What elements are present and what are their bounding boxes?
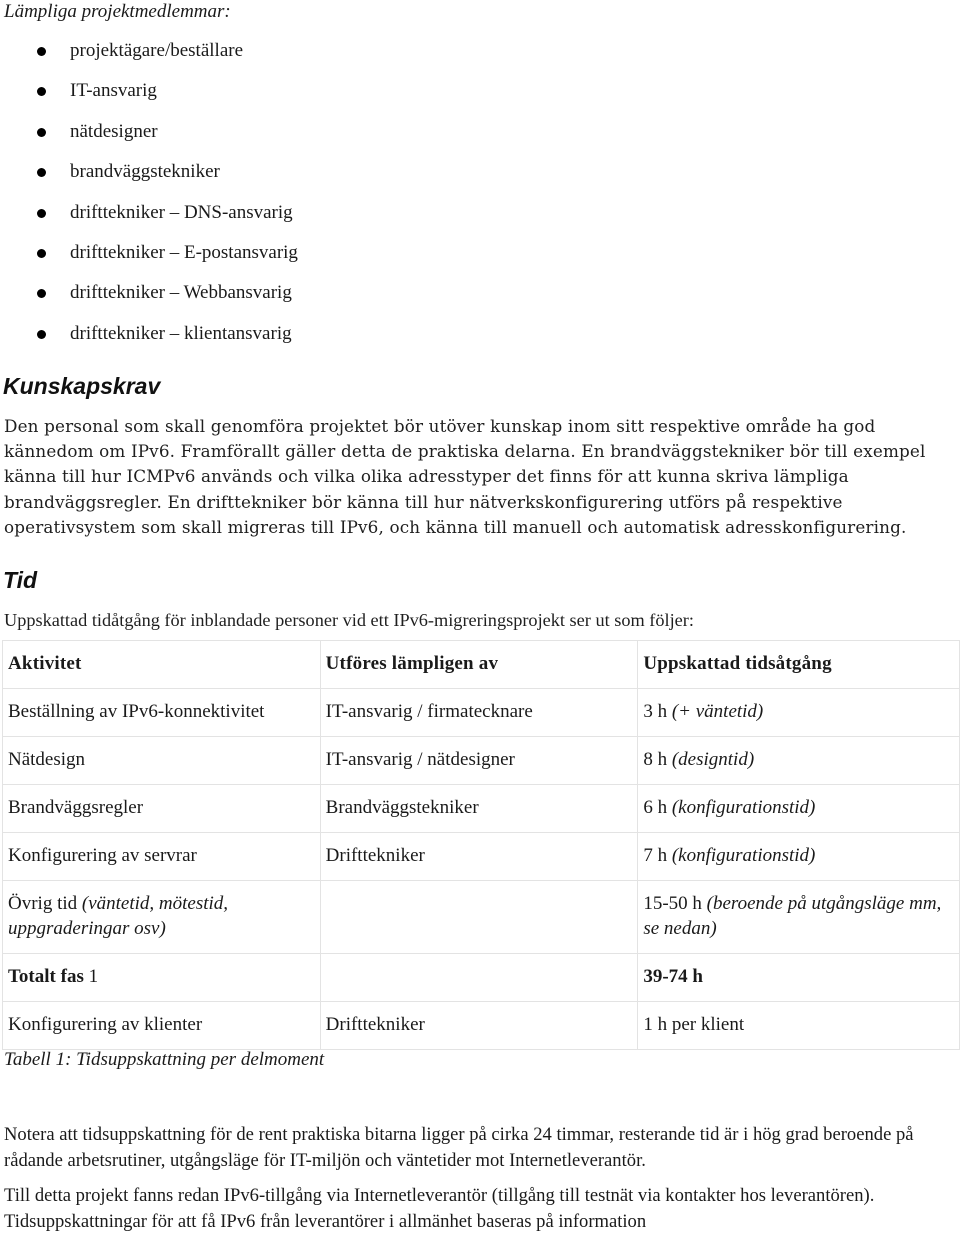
paragraph-line: brandväggsregler. En drifttekniker bör känna till hur nätverkskonfigurering utförs på respektive <box>4 491 843 512</box>
list-item <box>0 78 298 118</box>
member-label: brandväggstekniker <box>70 161 220 183</box>
time-cell <box>638 1002 960 1050</box>
paragraph-line: känna till hur ICMPv6 används och vilka olika adresstyper det finns för att kunna skriva lämpliga <box>4 466 849 487</box>
time-cell <box>638 881 960 954</box>
member-label: drifttekniker – Webbansvarig <box>70 282 292 304</box>
list-item <box>0 38 298 78</box>
list-item <box>0 321 298 361</box>
activity-text: Konfigurering av servrar <box>8 845 197 866</box>
activity-cell <box>3 689 321 737</box>
table-row <box>3 954 960 1002</box>
time-estimate-table <box>2 640 960 1050</box>
bullet-icon <box>37 47 46 56</box>
bullet-icon <box>37 128 46 137</box>
member-label: nätdesigner <box>70 120 158 142</box>
time-cell <box>638 833 960 881</box>
table-header-row <box>3 641 960 689</box>
kunskapskrav-paragraph <box>4 414 956 540</box>
activity-note: 1 <box>88 966 99 987</box>
by-cell: Drifttekniker <box>320 1002 638 1050</box>
time-value: 15-50 h <box>643 893 702 914</box>
activity-text: Nätdesign <box>8 749 86 770</box>
table-row <box>3 833 960 881</box>
table-row <box>3 689 960 737</box>
time-value: 8 h <box>643 749 668 770</box>
member-label: IT-ansvarig <box>70 80 157 102</box>
time-value: 3 h <box>643 701 668 722</box>
table-row <box>3 881 960 954</box>
time-value: 1 h per klient <box>643 1014 745 1035</box>
by-cell: Brandväggstekniker <box>320 785 638 833</box>
kunskapskrav-heading: Kunskapskrav <box>3 373 161 399</box>
members-intro-label: Lämpliga projektmedlemmar: <box>4 1 231 22</box>
time-note: (konfigurationstid) <box>671 797 816 818</box>
member-label: drifttekniker – DNS-ansvarig <box>70 201 293 223</box>
table-row <box>3 1002 960 1050</box>
table-row <box>3 785 960 833</box>
tid-intro-paragraph: Uppskattad tidåtgång för inblandade personer vid ett IPv6-migreringsprojekt ser ut som följer: <box>4 610 694 630</box>
column-header: Aktivitet <box>3 641 321 689</box>
time-note: (designtid) <box>671 749 755 770</box>
activity-note: (väntetid, mötestid, uppgraderingar osv) <box>8 893 229 939</box>
paragraph-line: kännedom om IPv6. Framförallt gäller detta de praktiska delarna. En brandväggstekniker bör till exempel <box>4 441 926 462</box>
by-cell: IT-ansvarig / nätdesigner <box>320 737 638 785</box>
by-cell <box>320 881 638 954</box>
time-note: (+ väntetid) <box>671 701 764 722</box>
time-cell <box>638 737 960 785</box>
column-header: Uppskattad tidsåtgång <box>638 641 960 689</box>
bullet-icon <box>37 249 46 258</box>
by-cell: IT-ansvarig / firmatecknare <box>320 689 638 737</box>
time-note: (konfigurationstid) <box>671 845 816 866</box>
by-cell <box>320 954 638 1002</box>
activity-text: Brandväggsregler <box>8 797 144 818</box>
list-item <box>0 119 298 159</box>
time-cell <box>638 954 960 1002</box>
table-row <box>3 737 960 785</box>
till-paragraph: Till detta projekt fanns redan IPv6-tillgång via Internetleverantör (tillgång till testnät via kontakter hos leverantören). Tidsuppskattningar för att få IPv6 från leverantörer i allmänhet baseras på information <box>4 1185 875 1232</box>
list-item <box>0 159 298 199</box>
time-value: 7 h <box>643 845 668 866</box>
activity-cell <box>3 881 321 954</box>
activity-cell <box>3 737 321 785</box>
bullet-icon <box>37 330 46 339</box>
notera-paragraph: Notera att tidsuppskattning för de rent praktiska bitarna ligger på cirka 24 timmar, resterande tid är i hög grad beroende på rådande arbetsrutiner, utgångsläge för IT-miljön och väntetider mot Internetleverantör. <box>4 1124 914 1171</box>
bullet-icon <box>37 87 46 96</box>
column-header: Utföres lämpligen av <box>320 641 638 689</box>
time-value: 39-74 h <box>643 966 703 987</box>
activity-text: Övrig tid <box>8 893 78 914</box>
bullet-icon <box>37 289 46 298</box>
bullet-icon <box>37 168 46 177</box>
paragraph-line: Den personal som skall genomföra projektet bör utöver kunskap inom sitt respektive område ha god <box>4 416 876 436</box>
activity-cell <box>3 1002 321 1050</box>
bullet-icon <box>37 209 46 218</box>
activity-cell <box>3 954 321 1002</box>
table-caption: Tabell 1: Tidsuppskattning per delmoment <box>4 1049 325 1070</box>
activity-cell <box>3 785 321 833</box>
time-value: 6 h <box>643 797 668 818</box>
member-label: drifttekniker – E-postansvarig <box>70 241 298 263</box>
member-label: projektägare/beställare <box>70 40 244 61</box>
paragraph-line: operativsystem som skall migreras till IPv6, och känna till manuell och automatisk adresskonfigurering. <box>4 516 907 537</box>
time-note: (beroende på utgångsläge mm, se nedan) <box>643 893 942 939</box>
activity-text: Totalt fas <box>8 966 84 987</box>
activity-text: Beställning av IPv6-konnektivitet <box>8 701 265 722</box>
by-cell: Drifttekniker <box>320 833 638 881</box>
activity-text: Konfigurering av klienter <box>8 1014 203 1035</box>
member-label: drifttekniker – klientansvarig <box>70 322 292 344</box>
activity-cell <box>3 833 321 881</box>
list-item <box>0 240 298 280</box>
time-cell <box>638 689 960 737</box>
list-item <box>0 280 298 320</box>
member-list <box>0 38 298 361</box>
time-cell <box>638 785 960 833</box>
list-item <box>0 200 298 240</box>
tid-heading: Tid <box>3 567 38 593</box>
